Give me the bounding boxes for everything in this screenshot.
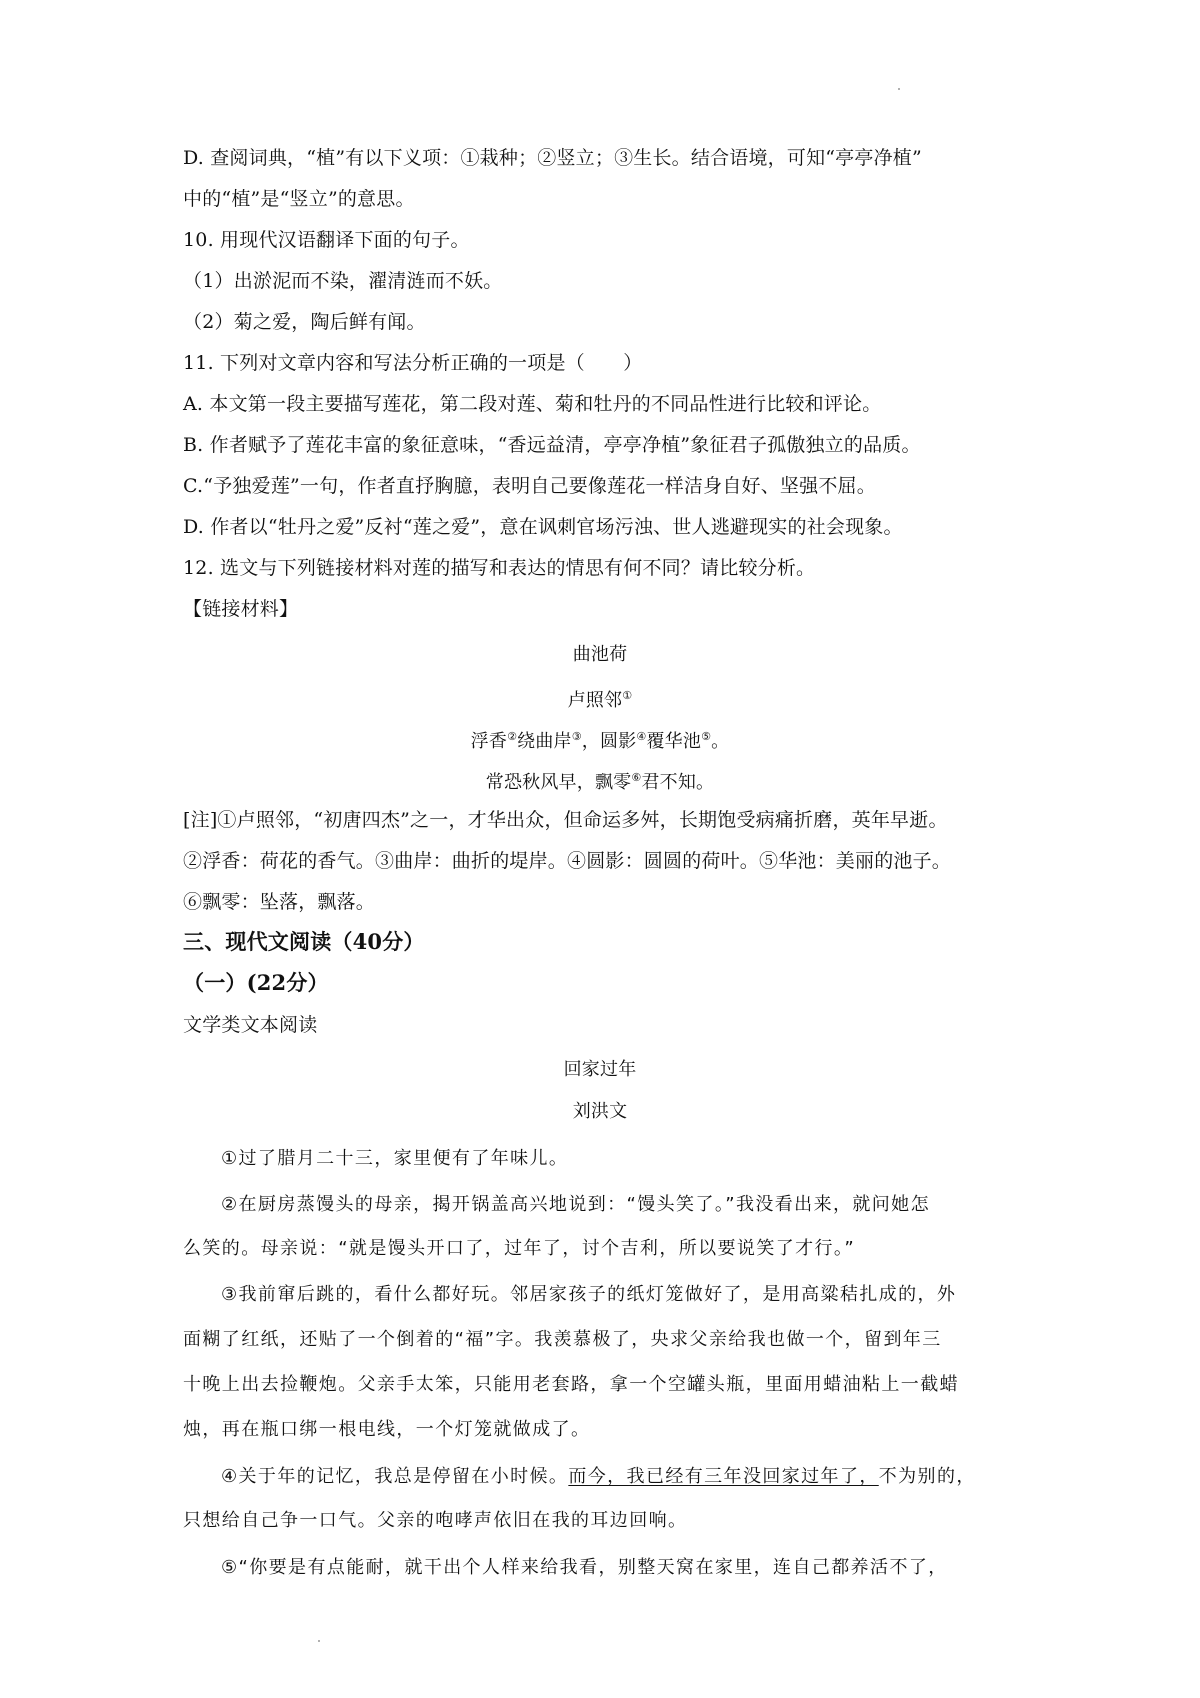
story-paragraph-3-line-3: 十晚上出去捡鞭炮。父亲手太笨，只能用老套路，拿一个空罐头瓶，里面用蜡油粘上一截蜡 (183, 1374, 959, 1395)
story-paragraph-2-line-1: ②在厨房蒸馒头的母亲，揭开锅盖高兴地说到：“馒头笑了。”我没看出来，就问她怎 (221, 1194, 930, 1215)
q12-prompt: 12. 选文与下列链接材料对莲的描写和表达的情思有何不同？请比较分析。 (183, 557, 816, 579)
q10-item-2: （2）菊之爱，陶后鲜有闻。 (183, 311, 426, 333)
story-paragraph-2-line-2: 么笑的。母亲说：“就是馒头开口了，过年了，讨个吉利，所以要说笑了才行。” (183, 1238, 856, 1259)
poem-line-1 (0, 725, 1200, 754)
poem-line-1-part-2: 绕曲岸 (517, 731, 572, 752)
notes-line-2: ②浮香：荷花的香气。③曲岸：曲折的堤岸。④圆影：圆圆的荷叶。⑤华池：美丽的池子。 (183, 850, 952, 872)
q11-prompt: 11. 下列对文章内容和写法分析正确的一项是（ ） (183, 352, 643, 374)
notes-line-1: [注]①卢照邻，“初唐四杰”之一，才华出众，但命运多舛，长期饱受病痛折磨，英年早逝。 (183, 809, 948, 831)
section-3-sub-heading: （一）(22分） (183, 970, 329, 995)
story-paragraph-4-line-1 (221, 1465, 976, 1489)
note-marker-1: ① (622, 689, 633, 702)
story-paragraph-4-line-2: 只想给自己争一口气。父亲的咆哮声依旧在我的耳边回响。 (183, 1510, 688, 1531)
poem-line-2-part-1: 常恐秋风早，飘零 (485, 772, 632, 793)
poem-title: 曲池荷 (572, 644, 628, 665)
note-marker-5: ⑤ (701, 730, 712, 743)
poem-line-2 (0, 766, 1200, 795)
story-title: 回家过年 (563, 1059, 637, 1080)
story-paragraph-3-line-4: 烛，再在瓶口绑一根电线，一个灯笼就做成了。 (183, 1419, 591, 1440)
q11-option-c: C.“予独爱莲”一句，作者直抒胸臆，表明自己要像莲花一样洁身自好、坚强不屈。 (183, 475, 876, 497)
q11-option-b: B. 作者赋予了莲花丰富的象征意味，“香远益清，亭亭净植”象征君子孤傲独立的品质。 (183, 434, 921, 456)
q9-option-d-line1: D. 查阅词典，“植”有以下义项：①栽种；②竖立；③生长。结合语境，可知“亭亭净植” (183, 147, 922, 169)
scan-speck (318, 1640, 320, 1642)
story-author: 刘洪文 (572, 1101, 628, 1122)
section-3-genre: 文学类文本阅读 (183, 1014, 318, 1036)
notes-line-3: ⑥飘零：坠落，飘落。 (183, 891, 376, 913)
poem-line-2-part-2: 君不知。 (641, 772, 715, 793)
section-3-heading: 三、现代文阅读（40分） (183, 929, 425, 954)
story-paragraph-1: ①过了腊月二十三，家里便有了年味儿。 (221, 1148, 569, 1169)
story-paragraph-3-line-2: 面糊了红纸，还贴了一个倒着的“福”字。我羡慕极了，央求父亲给我也做一个，留到年三 (183, 1329, 942, 1350)
scan-speck (898, 88, 900, 90)
poem-line-1-part-5: 。 (711, 731, 730, 752)
story-paragraph-4-text-before: ④关于年的记忆，我总是停留在小时候。 (221, 1466, 569, 1487)
q10-item-1: （1）出淤泥而不染，濯清涟而不妖。 (183, 270, 503, 292)
story-paragraph-4-text-after: 不为别的， (878, 1466, 976, 1487)
poem-author-line (0, 684, 1200, 713)
note-marker-4: ④ (636, 730, 647, 743)
poem-author: 卢照邻 (567, 690, 623, 711)
poem-line-1-part-4: 覆华池 (646, 731, 702, 752)
note-marker-6: ⑥ (631, 771, 642, 784)
note-marker-3: ③ (571, 730, 582, 743)
poem-line-1-part-3: ，圆影 (581, 731, 637, 752)
poem-line-1-part-1: 浮香 (470, 731, 508, 752)
note-marker-2: ② (507, 730, 518, 743)
story-paragraph-3-line-1: ③我前窜后跳的，看什么都好玩。邻居家孩子的纸灯笼做好了，是用高粱秸扎成的，外 (221, 1284, 957, 1305)
q11-option-a: A. 本文第一段主要描写莲花，第二段对莲、菊和牡丹的不同品性进行比较和评论。 (183, 393, 882, 415)
q9-option-d-line2: 中的“植”是“竖立”的意思。 (183, 188, 415, 210)
q10-prompt: 10. 用现代汉语翻译下面的句子。 (183, 229, 470, 251)
q11-option-d: D. 作者以“牡丹之爱”反衬“莲之爱”，意在讽刺官场污浊、世人逃避现实的社会现象。 (183, 516, 903, 538)
link-material-label: 【链接材料】 (183, 598, 299, 620)
story-paragraph-5-line-1: ⑤“你要是有点能耐，就干出个人样来给我看，别整天窝在家里，连自己都养活不了， (221, 1557, 948, 1578)
underlined-sentence: 而今，我已经有三年没回家过年了， (568, 1466, 879, 1487)
